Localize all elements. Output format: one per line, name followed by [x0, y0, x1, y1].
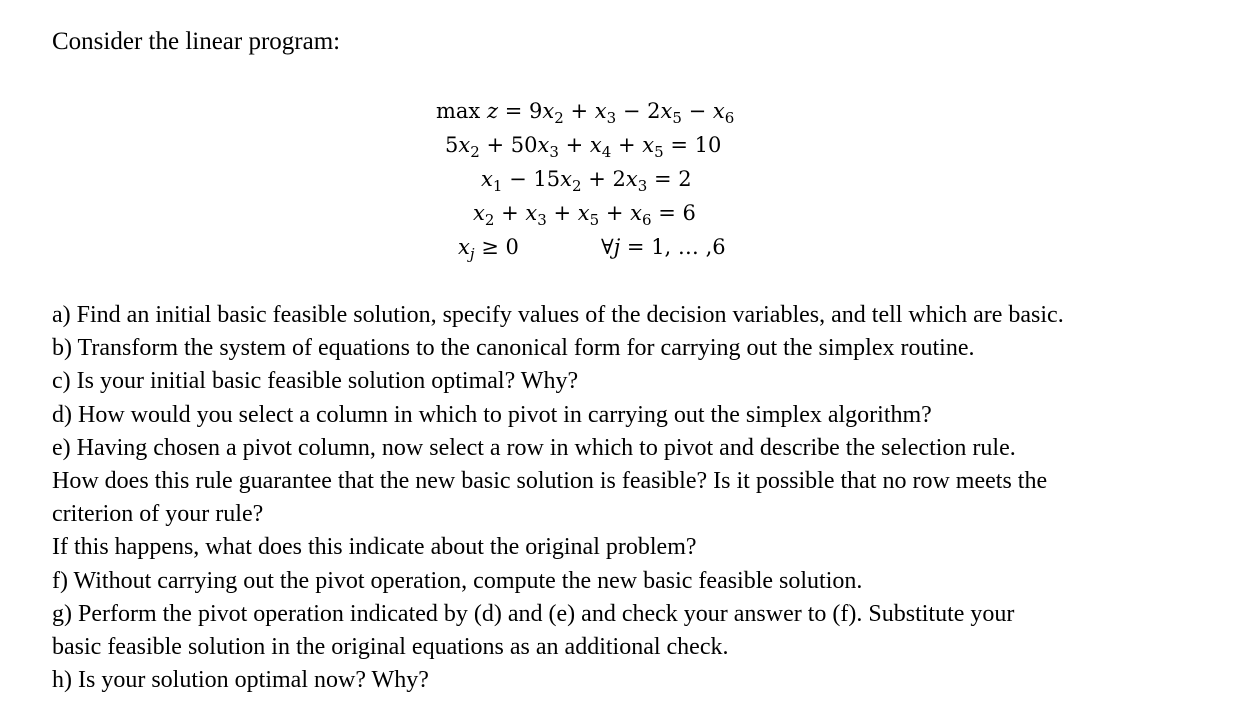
question-d: d) How would you select a column in which to pivot in carrying out the simplex algorithm?	[52, 401, 932, 428]
max-operator: max	[436, 99, 481, 123]
intro-text: Consider the linear program:	[52, 28, 341, 55]
question-e-followup: If this happens, what does this indicate about the original problem?	[52, 534, 697, 561]
nonnegativity-constraint: $x_j \ge 0$	[458, 235, 519, 263]
question-g-continued: basic feasible solution in the original equations as an additional check.	[52, 634, 729, 661]
question-g: g) Perform the pivot operation indicated by (d) and (e) and check your answer to (f). Substitute your	[52, 600, 1015, 627]
question-h: h) Is your solution optimal now? Why?	[52, 667, 429, 694]
question-list	[52, 299, 1222, 697]
constraint-3: $x_2 + x_3 + x_5 + x_6 = 6$	[473, 201, 696, 229]
question-e-continued: How does this rule guarantee that the new basic solution is feasible? Is it possible that no row meets the	[52, 468, 1048, 495]
nonnegativity-index-range: ∀j = 1, … ,6	[601, 235, 726, 259]
question-b: b) Transform the system of equations to the canonical form for carrying out the simplex routine.	[52, 335, 975, 362]
objective-function: $\max z = 9x_2 + x_3 - 2x_5 - x_6$	[436, 99, 735, 127]
question-c: c) Is your initial basic feasible solution optimal? Why?	[52, 368, 579, 395]
question-e-continued-2: criterion of your rule?	[52, 501, 264, 528]
constraint-1: $5x_2 + 50x_3 + x_4 + x_5 = 10$	[445, 133, 722, 161]
question-a: a) Find an initial basic feasible solution, specify values of the decision variables, and tell which are basic.	[52, 302, 1064, 328]
question-e: e) Having chosen a pivot column, now select a row in which to pivot and describe the selection rule.	[52, 434, 1016, 461]
var-z: z	[486, 99, 499, 123]
constraint-2: $x_1 - 15x_2 + 2x_3 = 2$	[481, 167, 692, 195]
question-f: f) Without carrying out the pivot operation, compute the new basic feasible solution.	[52, 567, 863, 594]
